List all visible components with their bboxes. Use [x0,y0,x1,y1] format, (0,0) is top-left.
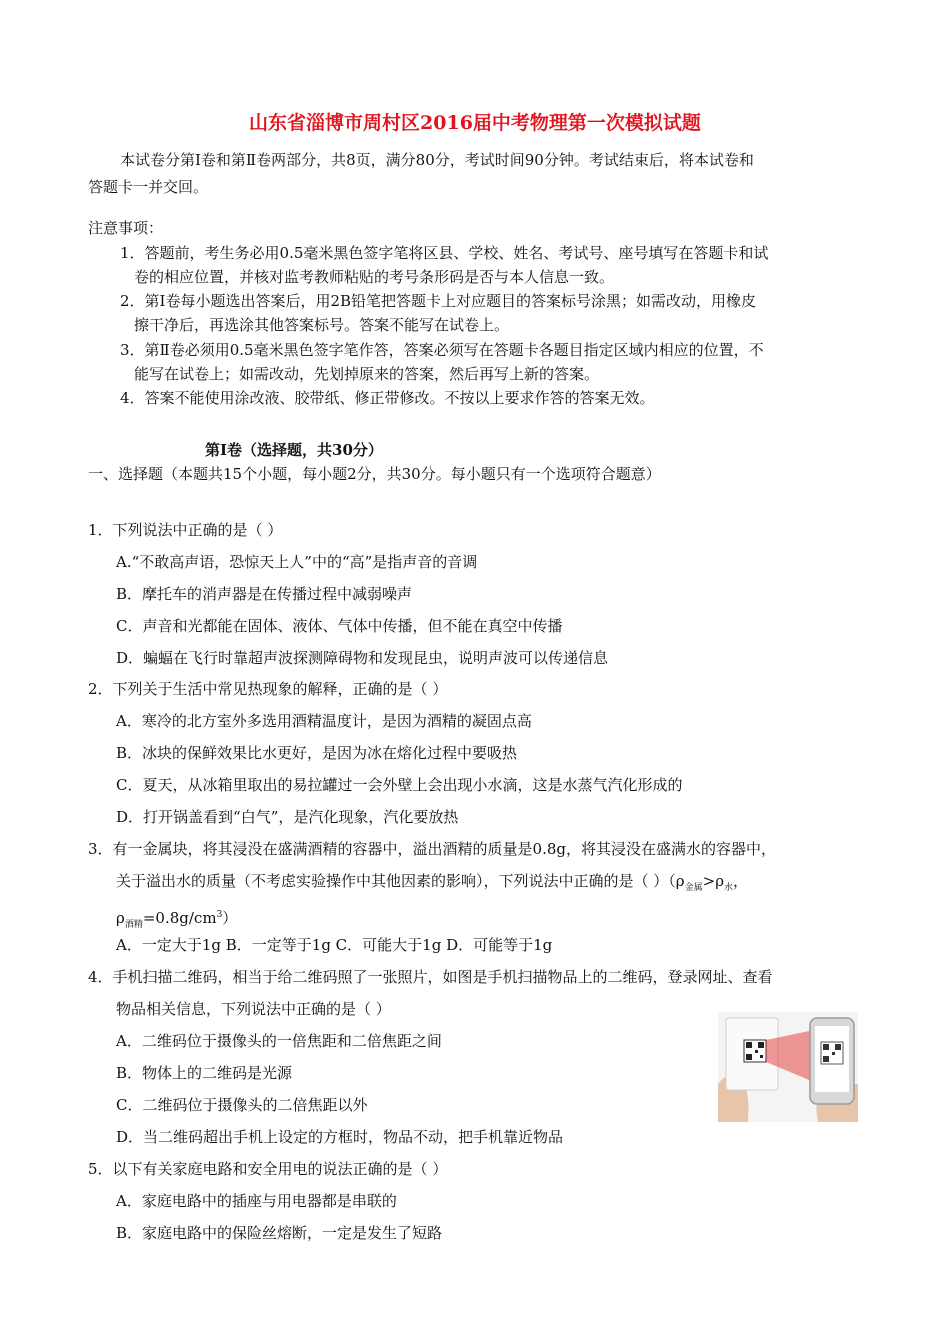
closing-paren: ） [222,909,238,927]
notes-heading: 注意事项： [88,219,164,237]
rho-symbol: ρ [715,872,725,890]
alcohol-density-value: =0.8g/cm [142,909,217,927]
note-line: 卷的相应位置，并核对监考教师粘贴的考号条形码是否与本人信息一致。 [134,268,615,286]
question-4-option-d: D．当二维码超出手机上设定的方框时，物品不动，把手机靠近物品 [116,1128,564,1146]
question-2-option-c: C．夏天，从冰箱里取出的易拉罐过一会外壁上会出现小水滴，这是水蒸气汽化形成的 [116,776,683,794]
question-1-stem: 1．下列说法中正确的是（ ） [88,521,283,539]
note-line: 1．答题前，考生务必用0.5毫米黑色签字笔将区县、学校、姓名、考试号、座号填写在答题卡和试 [120,244,769,262]
question-4-stem-line1: 4．手机扫描二维码，相当于给二维码照了一张照片，如图是手机扫描物品上的二维码，登录网址、查看 [88,968,773,986]
question-4-stem-line2: 物品相关信息，下列说法中正确的是（ ） [116,1000,391,1018]
question-4-option-a: A．二维码位于摄像头的一倍焦距和二倍焦距之间 [116,1032,442,1050]
question-3-stem-text: 关于溢出水的质量（不考虑实验操作中其他因素的影响），下列说法中正确的是（ ）（ [116,872,676,890]
question-2-option-a: A．寒冷的北方室外多选用酒精温度计，是因为酒精的凝固点高 [116,712,532,730]
intro-line: 本试卷分第Ⅰ卷和第Ⅱ卷两部分，共8页，满分80分，考试时间90分钟。考试结束后，将本试卷和 [120,151,754,169]
rho-symbol: ρ [116,909,125,927]
question-5-option-b: B．家庭电路中的保险丝熔断，一定是发生了短路 [116,1224,443,1242]
section-instructions: 一、选择题（本题共15个小题，每小题2分，共30分。每小题只有一个选项符合题意） [88,465,661,483]
superscript-three: 3 [216,910,223,920]
subscript-alcohol: 酒精 [124,920,143,930]
subscript-water: 水 [724,883,734,893]
question-3-options: A．一定大于1g B．一定等于1g C．可能大于1g D．可能等于1g [116,936,553,954]
qr-scan-illustration [718,1012,858,1122]
question-1-option-c: C．声音和光都能在固体、液体、气体中传播，但不能在真空中传播 [116,617,563,635]
question-2-option-b: B．冰块的保鲜效果比水更好，是因为冰在熔化过程中要吸热 [116,744,518,762]
question-1-option-d: D．蝙蝠在飞行时靠超声波探测障碍物和发现昆虫，说明声波可以传递信息 [116,649,609,667]
section-title: 第Ⅰ卷（选择题，共30分） [205,441,383,459]
question-4-option-b: B．物体上的二维码是光源 [116,1064,293,1082]
note-line: 能写在试卷上；如需改动，先划掉原来的答案，然后再写上新的答案。 [134,365,600,383]
note-line: 4．答案不能使用涂改液、胶带纸、修正带修改。不按以上要求作答的答案无效。 [120,389,655,407]
question-1-option-a: A.“不敢高声语，恐惊天上人”中的“高”是指声音的音调 [116,553,478,571]
question-5-stem: 5．以下有关家庭电路和安全用电的说法正确的是（ ） [88,1160,448,1178]
phone-scanning-qr-figure [718,1012,858,1122]
greater-than-sign: > [702,872,716,890]
comma: ， [733,872,749,890]
question-1-option-b: B．摩托车的消声器是在传播过程中减弱噪声 [116,585,413,603]
question-3-density-line [116,904,237,936]
subscript-metal: 金属 [684,883,703,893]
question-4-option-c: C．二维码位于摄像头的二倍焦距以外 [116,1096,368,1114]
question-2-option-d: D．打开锅盖看到“白气”，是汽化现象，汽化要放热 [116,808,459,826]
page-title: 山东省淄博市周村区2016届中考物理第一次模拟试题 [249,112,701,134]
question-3-stem-line1: 3．有一金属块，将其浸没在盛满酒精的容器中，溢出酒精的质量是0.8g，将其浸没在盛满水的容器中， [88,840,777,858]
rho-symbol: ρ [675,872,685,890]
question-3-stem-line2 [116,870,748,899]
intro-line: 答题卡一并交回。 [88,178,209,196]
note-line: 3．第Ⅱ卷必须用0.5毫米黑色签字笔作答，答案必须写在答题卡各题目指定区域内相应的位置，不 [120,341,764,359]
question-2-stem: 2．下列关于生活中常见热现象的解释，正确的是（ ） [88,680,448,698]
question-5-option-a: A．家庭电路中的插座与用电器都是串联的 [116,1192,397,1210]
note-line: 擦干净后，再选涂其他答案标号。答案不能写在试卷上。 [134,316,510,334]
note-line: 2．第Ⅰ卷每小题选出答案后，用2B铅笔把答题卡上对应题目的答案标号涂黑；如需改动，用橡皮 [120,292,757,310]
